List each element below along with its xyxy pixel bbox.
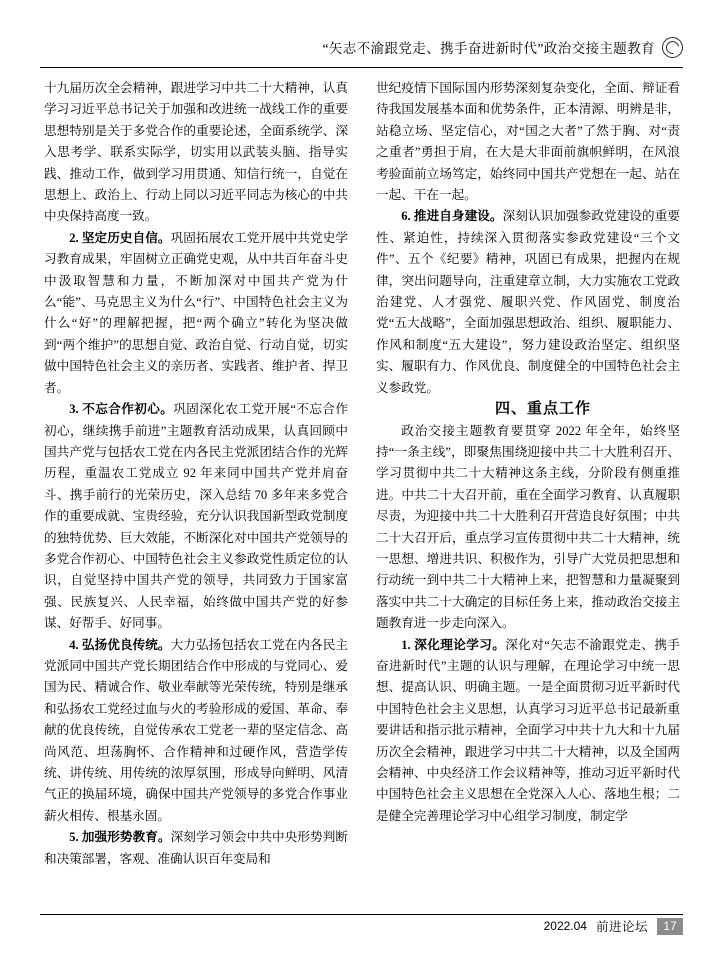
paragraph-lead-5: 5. 加强形势教育。 — [69, 830, 171, 845]
paragraph-item-1 — [376, 635, 680, 828]
issue-date: 2022.04 — [543, 919, 587, 933]
paragraph-text-5: 深刻学习领会中共中央形势判断和决策部署，客观、准确认识百年变局和 — [44, 830, 349, 866]
paragraph-item-5 — [44, 827, 348, 870]
paragraph-lead-3: 3. 不忘合作初心。 — [69, 402, 174, 417]
section-heading: 四、重点工作 — [494, 401, 591, 418]
page-header — [40, 30, 683, 64]
paragraph-item-4 — [44, 635, 348, 828]
paragraph-text-2: 巩固拓展农工党开展中共党史学习教育成果，牢固树立正确党史观，从中共百年奋斗史中汲取智慧和力量，不断加深对中国共产党为什么“能”、马克思主义为什么“行”、中国特色社会主义为什么“好”的理解把握，把“两个确立”转化为坚决做到“两个维护”的思想自觉、政治自觉、行动自觉，切实做中国特色社会主义的亲历者、实践者、维护者、捍卫者。 — [44, 230, 349, 395]
paragraph-item-6 — [376, 206, 680, 399]
paragraph-lead-2: 2. 坚定历史自信。 — [69, 230, 171, 245]
circular-emblem-icon — [662, 37, 683, 58]
paragraph-lead-6: 6. 推进自身建设。 — [401, 209, 503, 224]
paragraph-lead-1: 1. 深化理论学习。 — [401, 637, 506, 652]
left-column — [44, 78, 348, 916]
page-footer — [40, 915, 683, 937]
paragraph-key-work-intro: 政治交接主题教育要贯穿 2022 年全年，始终坚持“一条主线”，即聚焦围绕迎接中共二十大胜利召开、学习贯彻中共二十大精神这条主线，分阶段有侧重推进。中共二十大召开前，重在全面学习教育、认真履职尽责，为迎接中共二十大胜利召开营造良好氛围；中共二十大召开后，重点学习宣传贯彻中共二十大精神，统一思想、增进共识、积极作为，引导广大党员把思想和行动统一到中共二十大精神上来，把智慧和力量凝聚到落实中共二十大确定的目标任务上来，推动政治交接主题教育进一步走向深入。 — [376, 423, 680, 631]
paragraph-text-6: 深刻认识加强参政党建设的重要性、紧迫性，持续深入贯彻落实参政党建设“三个文件”、五个《纪要》精神，巩固已有成果，把握内在规律，突出问题导向，注重建章立制，大力实施农工党政治建党、人才强党、履职兴党、作风固党、制度治党“五大战略”，全面加强思想政治、组织、履职能力、作风和制度“五大建设”，努力建设政治坚定、组织坚实、履职有力、作风优良、制度健全的中国特色社会主义参政党。 — [376, 209, 681, 395]
right-column — [376, 78, 680, 916]
paragraph-text-4: 大力弘扬包括农工党在内各民主党派同中国共产党长期团结合作中形成的与党同心、爱国为民、精诚合作、敬业奉献等光荣传统，特别是继承和弘扬农工党经过血与火的考验形成的爱国、革命、奉献的优良传统，自觉传承农工党老一辈的坚定信念、高尚风范、坦荡胸怀、合作精神和过硬作风，营造学传统、讲传统、用传统的浓厚氛围，形成导向鲜明、风清气正的换届环境，确保中国共产党领导的多党合作事业薪火相传、根基永固。 — [44, 637, 349, 823]
header-title: “矢志不渝跟党走、携手奋进新时代”政治交接主题教育 — [322, 41, 655, 56]
paragraph-lead-4: 4. 弘扬优良传统。 — [69, 637, 171, 652]
paragraph-continued: 十九届历次全会精神，跟进学习中共二十大精神，认真学习习近平总书记关于加强和改进统一战线工作的重要思想特别是关于多党合作的重要论述，全面系统学、深入思考学、联系实际学，切实用以武装头脑、指导实践、推动工作，做到学习用贯通、知信行统一，自觉在思想上、政治上、行动上同以习近平同志为核心的中共中央保持高度一致。 — [44, 81, 348, 224]
journal-name: 前进论坛 — [595, 920, 648, 934]
article-body — [44, 78, 680, 916]
header-divider — [40, 67, 683, 68]
paragraph-text-3: 巩固深化农工党开展“不忘合作初心，继续携手前进”主题教育活动成果，认真回顾中国共产党与包括农工党在内各民主党派团结合作的光辉历程，重温农工党成立 92 年来同中国共产党并肩奋斗、携手前行的光荣历史，深入总结 70 多年来多党合作的重要成就、宝贵经验，充分认识我国新型政党制度的独特优势、巨大效能，不断深化对中国共产党领导的多党合作初心、中国特色社会主义参政党性质定位的认识，自觉坚持中国共产党的领导，共同致力于国家富强、民族复兴、人民幸福，始终做中国共产党的好参谋、好帮手、好同事。 — [44, 402, 349, 631]
paragraph-text-1: 深化对“矢志不渝跟党走、携手奋进新时代”主题的认识与理解，在理论学习中统一思想、提高认识、明确主题。一是全面贯彻习近平新时代中国特色社会主义思想，认真学习习近平总书记最新重要讲话和指示批示精神，全面学习中共十九大和十九届历次全会精神，跟进学习中共二十大精神，以及全国两会精神、中央经济工作会议精神等，推动习近平新时代中国特色社会主义思想在全党深入人心、落地生根；二是健全完善理论学习中心组学习制度，制定学 — [376, 637, 681, 823]
page-number: 17 — [657, 918, 683, 935]
paragraph-item-3 — [44, 399, 348, 634]
paragraph-continued: 世纪疫情下国际国内形势深刻复杂变化，全面、辩证看待我国发展基本面和优势条件，正本清源、明辨是非，站稳立场、坚定信心，对“国之大者”了然于胸、对“责之重者”勇担于肩，在大是大非面前旗帜鲜明，在风浪考验面前立场笃定，始终同中国共产党想在一起、站在一起、干在一起。 — [376, 81, 680, 203]
paragraph-item-2 — [44, 228, 348, 399]
